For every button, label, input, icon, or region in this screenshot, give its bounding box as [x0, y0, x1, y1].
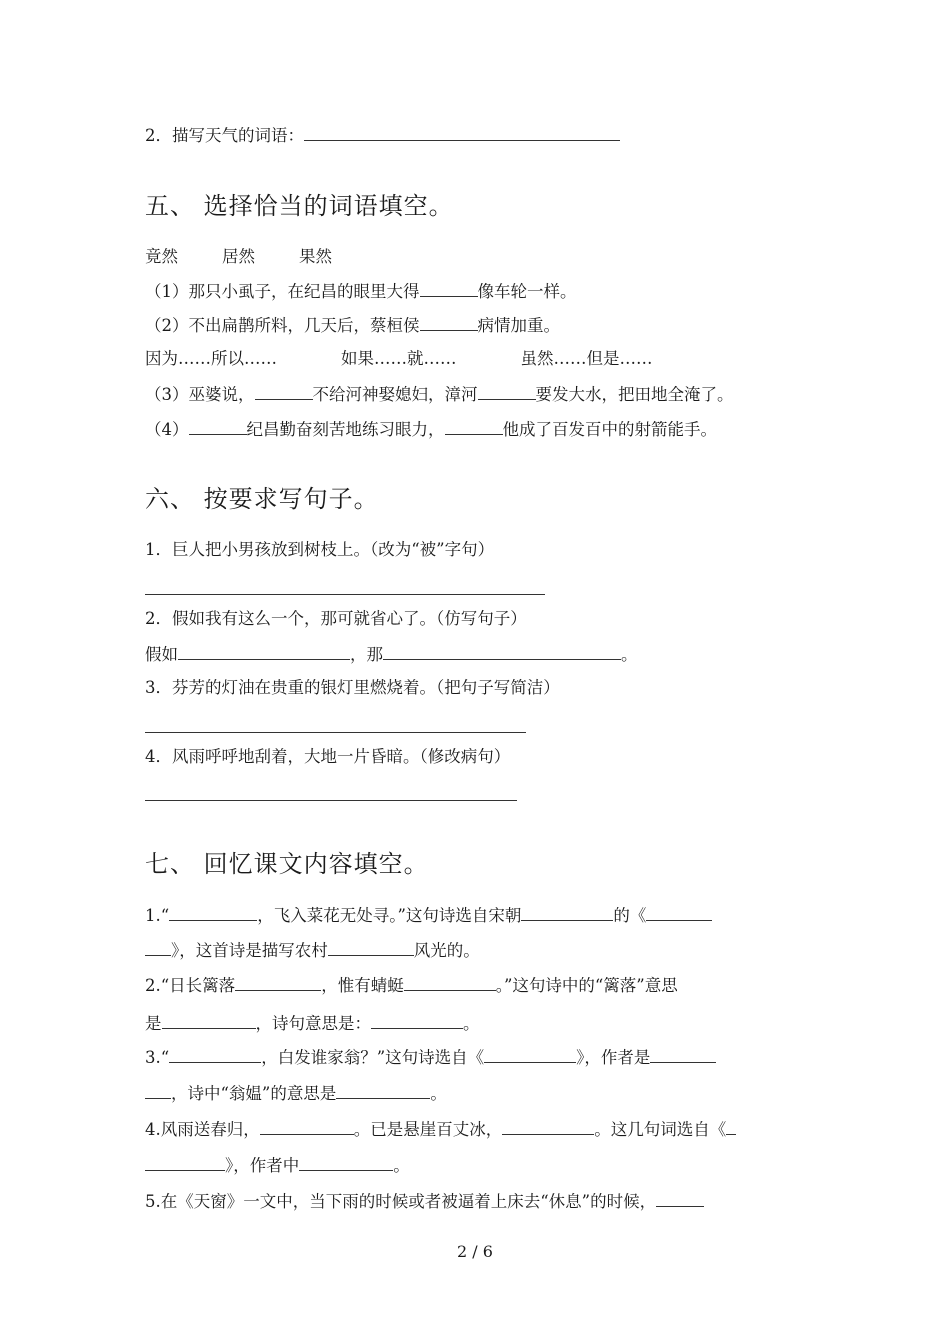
- question-text: 是: [145, 1014, 162, 1033]
- answer-blank[interactable]: [646, 904, 712, 921]
- question-text: ，惟有蜻蜓: [321, 976, 404, 995]
- s6-question-3: 3．芬芳的灯油在贵重的银灯里燃烧着。（把句子写简洁）: [145, 678, 560, 697]
- answer-blank[interactable]: [162, 1012, 256, 1029]
- word-choice: 虽然……但是……: [520, 349, 653, 368]
- s6-question-2-answer: [145, 643, 638, 666]
- answer-blank[interactable]: [404, 974, 496, 991]
- question-text: 风光的。: [413, 941, 480, 960]
- answer-blank[interactable]: [521, 904, 613, 921]
- question-text: 》，作者中: [225, 1156, 300, 1175]
- question-text: 的《: [613, 906, 647, 925]
- question-text: ，诗句意思是：: [255, 1014, 371, 1033]
- question-text: （2）不出扁鹊所料，几天后，蔡桓侯: [145, 316, 420, 335]
- question-text: 。已是悬崖百丈冰，: [353, 1120, 503, 1139]
- answer-blank[interactable]: [726, 1118, 736, 1135]
- question-text: 假如: [145, 645, 178, 664]
- answer-blank[interactable]: [169, 1046, 261, 1063]
- answer-blank[interactable]: [304, 124, 620, 141]
- question-text: 1.“: [145, 906, 170, 925]
- s6-question-1: 1．巨人把小男孩放到树枝上。（改为“被”字句）: [145, 540, 495, 559]
- answer-blank[interactable]: [145, 939, 171, 956]
- question-text: 。: [393, 1156, 410, 1175]
- question-text: 。: [621, 645, 638, 664]
- question-text: 。这几句词选自《: [594, 1120, 727, 1139]
- weather-words-line: [145, 124, 620, 147]
- question-text: 像车轮一样。: [477, 282, 577, 301]
- question-text: 4.风雨送春归，: [145, 1120, 260, 1139]
- s5-question-1: [145, 280, 577, 303]
- section-7-title: 七、 回忆课文内容填空。: [145, 850, 429, 878]
- page-number: 2 / 6: [457, 1242, 493, 1261]
- answer-blank[interactable]: [420, 280, 478, 297]
- answer-blank[interactable]: [255, 383, 313, 400]
- answer-line[interactable]: [145, 800, 517, 801]
- answer-blank[interactable]: [260, 1118, 354, 1135]
- s7-line-2: [145, 939, 480, 962]
- question-text: 》，这首诗是描写农村: [171, 941, 328, 960]
- s6-question-2: 2．假如我有这么一个，那可就省心了。（仿写句子）: [145, 609, 527, 628]
- question-text: 他成了百发百中的射箭能手。: [502, 420, 717, 439]
- question-text: ，飞入菜花无处寻。”这句诗选自宋朝: [257, 906, 522, 925]
- s5-question-2: [145, 314, 560, 337]
- word-choice: 因为……所以……: [145, 349, 277, 368]
- question-text: 3.“: [145, 1048, 170, 1067]
- s5-question-3: [145, 383, 734, 406]
- question-text: 。: [463, 1014, 480, 1033]
- word-choice: 如果……就……: [341, 349, 457, 368]
- question-text: 。”这句诗中的“篱落”意思: [495, 976, 678, 995]
- question-text: （1）那只小虱子，在纪昌的眼里大得: [145, 282, 420, 301]
- s6-question-4: 4．风雨呼呼地刮着，大地一片昏暗。（修改病句）: [145, 747, 511, 766]
- answer-line[interactable]: [145, 732, 526, 733]
- s7-line-3: [145, 974, 678, 997]
- answer-blank[interactable]: [445, 418, 503, 435]
- answer-blank[interactable]: [502, 1118, 594, 1135]
- answer-blank[interactable]: [145, 1082, 171, 1099]
- question-text: 》，作者是: [576, 1048, 651, 1067]
- s7-line-5: [145, 1046, 716, 1069]
- answer-line[interactable]: [145, 594, 545, 595]
- s7-line-6: [145, 1082, 447, 1105]
- s7-line-8: [145, 1154, 410, 1177]
- answer-blank[interactable]: [420, 314, 478, 331]
- question-text: 纪昌勤奋刻苦地练习眼力，: [246, 420, 445, 439]
- answer-blank[interactable]: [336, 1082, 430, 1099]
- question-text: 2.“日长篱落: [145, 976, 236, 995]
- section-6-title: 六、 按要求写句子。: [145, 485, 379, 513]
- s7-line-4: [145, 1012, 480, 1035]
- answer-blank[interactable]: [299, 1154, 393, 1171]
- question-text: 不给河神娶媳妇，漳河: [312, 385, 478, 404]
- question-text: 要发大水，把田地全淹了。: [535, 385, 734, 404]
- word-choice: 居然: [222, 247, 255, 266]
- word-choices-a: [145, 246, 332, 268]
- s7-line-1: [145, 904, 712, 927]
- question-text: 。: [430, 1084, 447, 1103]
- answer-blank[interactable]: [383, 643, 621, 660]
- s7-line-9: [145, 1190, 704, 1213]
- question-text: （3）巫婆说，: [145, 385, 255, 404]
- answer-blank[interactable]: [189, 418, 247, 435]
- section-5-title: 五、 选择恰当的词语填空。: [145, 192, 454, 220]
- question-text: ，诗中“翁媪”的意思是: [171, 1084, 337, 1103]
- word-choice: 竟然: [145, 247, 178, 266]
- word-choice: 果然: [299, 247, 332, 266]
- answer-blank[interactable]: [178, 643, 350, 660]
- weather-words-label: 2．描写天气的词语：: [145, 126, 304, 145]
- answer-blank[interactable]: [169, 904, 257, 921]
- question-text: （4）: [145, 420, 189, 439]
- answer-blank[interactable]: [656, 1190, 704, 1207]
- s7-line-7: [145, 1118, 736, 1141]
- answer-blank[interactable]: [478, 383, 536, 400]
- word-choices-b: [145, 348, 653, 370]
- question-text: 病情加重。: [477, 316, 560, 335]
- question-text: ，那: [350, 645, 383, 664]
- answer-blank[interactable]: [235, 974, 321, 991]
- answer-blank[interactable]: [145, 1154, 225, 1171]
- question-text: ，白发谁家翁？”这句诗选自《: [261, 1048, 485, 1067]
- answer-blank[interactable]: [328, 939, 414, 956]
- question-text: 5.在《天窗》一文中，当下雨的时候或者被逼着上床去“休息”的时候，: [145, 1192, 657, 1211]
- answer-blank[interactable]: [650, 1046, 716, 1063]
- answer-blank[interactable]: [371, 1012, 463, 1029]
- s5-question-4: [145, 418, 717, 441]
- answer-blank[interactable]: [484, 1046, 576, 1063]
